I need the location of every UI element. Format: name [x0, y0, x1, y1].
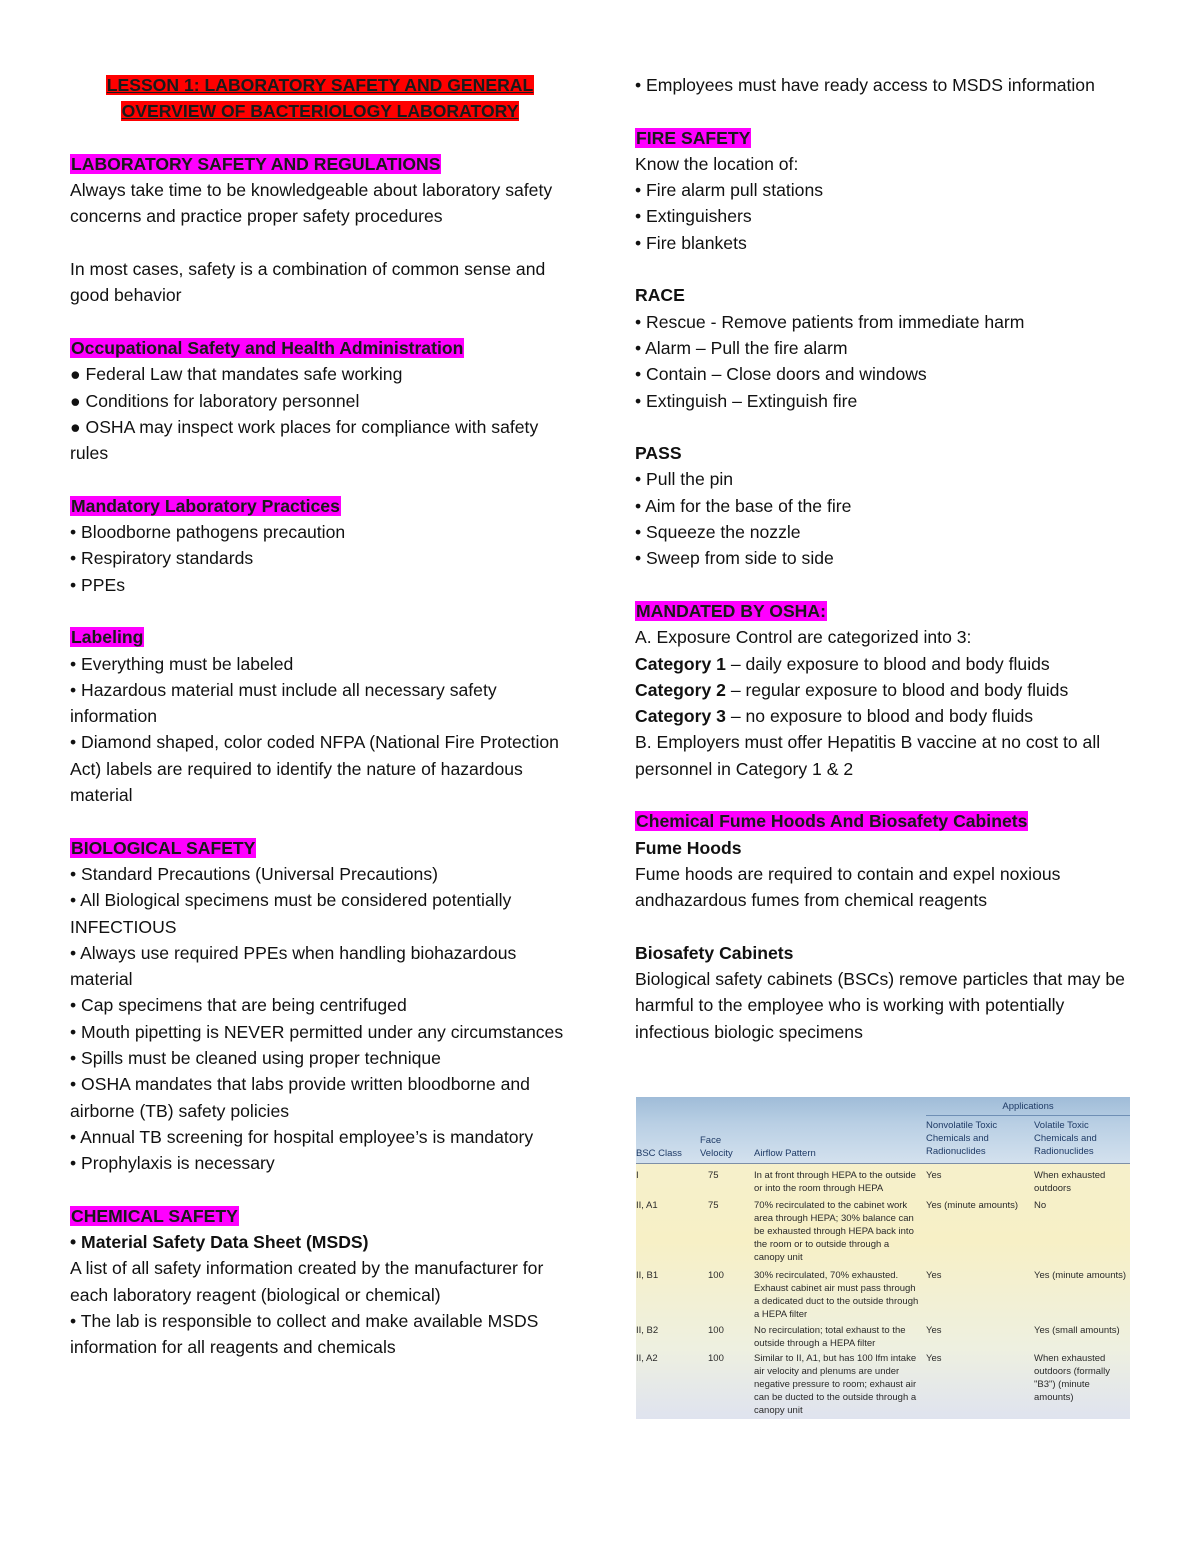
mandatory-practices-heading: Mandatory Laboratory Practices [71, 495, 340, 516]
race-item: • Contain – Close doors and windows [635, 364, 927, 385]
exposure-control-intro: A. Exposure Control are categorized into 3: [635, 627, 972, 648]
fire-intro: Know the location of: [635, 153, 799, 174]
row-volatile: When exhausted outdoors [1034, 1170, 1106, 1194]
row-volatile: Yes (small amounts) [1034, 1325, 1120, 1336]
row-airflow: 70% recirculated to the cabinet work area through HEPA; 30% balance can be exhausted through HEPA back into the room or to outside through a canopy unit [754, 1200, 914, 1263]
osha-heading: Occupational Safety and Health Administration [71, 337, 464, 358]
biological-item: • Annual TB screening for hospital employee’s is mandatory [70, 1126, 534, 1147]
row-airflow: No recirculation; total exhaust to the outside through a HEPA filter [754, 1325, 906, 1349]
row-airflow: In at front through HEPA to the outside or into the room through HEPA [754, 1170, 916, 1194]
row-class: I [636, 1170, 639, 1181]
hoods-cabinets-heading: Chemical Fume Hoods And Biosafety Cabinets [636, 811, 1028, 832]
lab-safety-paragraph-1: Always take time to be knowledgeable about laboratory safety concerns and practice proper safety procedures [70, 180, 553, 227]
fire-item: • Extinguishers [635, 206, 752, 227]
row-volatile: No [1034, 1200, 1047, 1211]
biosafety-cabinets-title: Biosafety Cabinets [635, 942, 794, 963]
chemical-safety-heading: CHEMICAL SAFETY [71, 1205, 238, 1226]
category-2-label: Category 2 [635, 679, 726, 700]
face-velocity-header: Face Velocity [700, 1135, 733, 1159]
row-nonvolatile: Yes [926, 1325, 942, 1336]
row-volatile: Yes (minute amounts) [1034, 1270, 1127, 1281]
labeling-item: • Hazardous material must include all necessary safety information [70, 679, 497, 727]
msds-access-item: • Employees must have ready access to MSDS information [635, 75, 1095, 95]
volatile-header: Volatile Toxic Chemicals and Radionuclides [1034, 1120, 1097, 1157]
biological-item: • All Biological specimens must be considered potentially INFECTIOUS [70, 890, 512, 937]
category-3-text: – no exposure to blood and body fluids [725, 706, 1034, 727]
category-2-line [635, 677, 1135, 703]
race-heading: RACE [635, 285, 685, 306]
row-airflow: Similar to II, A1, but has 100 lfm intake air velocity and plenums are under negative pressure to room; exhaust air can be ducted to the outside through a canopy unit [754, 1353, 917, 1416]
row-velocity: 75 [708, 1170, 719, 1181]
row-class: II, A1 [636, 1200, 658, 1211]
row-class: II, A2 [636, 1353, 658, 1364]
biological-item: • Mouth pipetting is NEVER permitted under any circumstances [70, 1021, 564, 1042]
left-column [70, 72, 570, 1361]
biological-item: • Cap specimens that are being centrifuged [70, 995, 407, 1016]
title-line-2: OVERVIEW OF BACTERIOLOGY LABORATORY [121, 101, 519, 122]
airflow-pattern-header: Airflow Pattern [754, 1148, 816, 1159]
msds-definition: A list of all safety information created by the manufacturer for each laboratory reagent (biological or chemical) [70, 1258, 544, 1305]
category-1-text: – daily exposure to blood and body fluids [725, 653, 1050, 674]
pass-item: • Sweep from side to side [635, 548, 834, 569]
category-1-line [635, 651, 1135, 677]
pass-heading: PASS [635, 443, 682, 464]
biological-safety-heading: BIOLOGICAL SAFETY [71, 837, 256, 858]
mandatory-item: • Bloodborne pathogens precaution [70, 522, 346, 543]
pass-item: • Aim for the base of the fire [635, 495, 852, 516]
fire-item: • Fire blankets [635, 232, 747, 253]
mandatory-item: • Respiratory standards [70, 548, 254, 569]
right-column [635, 72, 1135, 1045]
row-velocity: 75 [708, 1200, 719, 1211]
fire-safety-heading: FIRE SAFETY [636, 127, 751, 148]
pass-item: • Squeeze the nozzle [635, 522, 801, 543]
nonvolatile-header: Nonvolatile Toxic Chemicals and Radionuclides [926, 1120, 998, 1157]
msds-lab-responsibility: • The lab is responsible to collect and make available MSDS information for all reagents and chemicals [70, 1310, 539, 1358]
header-rule [636, 1163, 1130, 1164]
row-velocity: 100 [708, 1270, 724, 1281]
row-volatile: When exhausted outdoors (formally "B3") (minute amounts) [1034, 1353, 1111, 1403]
race-item: • Rescue - Remove patients from immediate harm [635, 311, 1025, 332]
category-3-line [635, 703, 1135, 729]
lab-safety-paragraph-2: In most cases, safety is a combination of common sense and good behavior [70, 259, 546, 306]
osha-item: ● Conditions for laboratory personnel [70, 390, 360, 411]
applications-rule [926, 1115, 1130, 1116]
biological-item: • Standard Precautions (Universal Precautions) [70, 863, 438, 884]
row-velocity: 100 [708, 1353, 724, 1364]
row-nonvolatile: Yes [926, 1353, 942, 1364]
fume-hoods-text: Fume hoods are required to contain and expel noxious andhazardous fumes from chemical reagents [635, 863, 1061, 911]
osha-item: ● Federal Law that mandates safe working [70, 364, 403, 385]
category-1-label: Category 1 [635, 653, 726, 674]
applications-header: Applications [1002, 1101, 1054, 1112]
bsc-class-header: BSC Class [636, 1148, 682, 1159]
row-nonvolatile: Yes [926, 1270, 942, 1281]
race-item: • Extinguish – Extinguish fire [635, 390, 858, 411]
bsc-class-table [636, 1097, 1130, 1419]
biological-item: • Always use required PPEs when handling biohazardous material [70, 942, 517, 990]
hepatitis-b-item: B. Employers must offer Hepatitis B vaccine at no cost to all personnel in Category 1 & 2 [635, 732, 1101, 779]
title-line-1: LESSON 1: LABORATORY SAFETY AND GENERAL [106, 75, 534, 95]
row-class: II, B2 [636, 1325, 659, 1336]
biological-item: • Prophylaxis is necessary [70, 1153, 275, 1174]
labeling-heading: Labeling [71, 627, 144, 648]
osha-item: ● OSHA may inspect work places for compliance with safety rules [70, 416, 539, 464]
row-class: II, B1 [636, 1270, 659, 1281]
msds-title: • Material Safety Data Sheet (MSDS) [70, 1232, 369, 1253]
mandatory-item: • PPEs [70, 574, 126, 595]
lab-safety-heading: LABORATORY SAFETY AND REGULATIONS [71, 153, 441, 174]
category-3-label: Category 3 [635, 706, 726, 727]
biological-item: • Spills must be cleaned using proper technique [70, 1047, 441, 1068]
row-nonvolatile: Yes (minute amounts) [926, 1200, 1019, 1211]
fire-item: • Fire alarm pull stations [635, 180, 824, 201]
row-airflow: 30% recirculated, 70% exhausted. Exhaust cabinet air must pass through a dedicated duct to the outside through a HEPA filter [754, 1270, 919, 1320]
category-2-text: – regular exposure to blood and body fluids [725, 679, 1069, 700]
row-velocity: 100 [708, 1325, 724, 1336]
labeling-item: • Everything must be labeled [70, 653, 294, 674]
document-title [70, 72, 570, 125]
race-item: • Alarm – Pull the fire alarm [635, 337, 848, 358]
pass-item: • Pull the pin [635, 469, 734, 490]
row-nonvolatile: Yes [926, 1170, 942, 1181]
biosafety-cabinets-text: Biological safety cabinets (BSCs) remove particles that may be harmful to the employee who is working with potentially infectious biologic specimens [635, 969, 1125, 1042]
osha-mandate-heading: MANDATED BY OSHA: [636, 600, 826, 621]
fume-hoods-title: Fume Hoods [635, 837, 742, 858]
labeling-item: • Diamond shaped, color coded NFPA (National Fire Protection Act) labels are required to identify the nature of hazardous material [70, 732, 559, 806]
biological-item: • OSHA mandates that labs provide written bloodborne and airborne (TB) safety policies [70, 1074, 530, 1121]
